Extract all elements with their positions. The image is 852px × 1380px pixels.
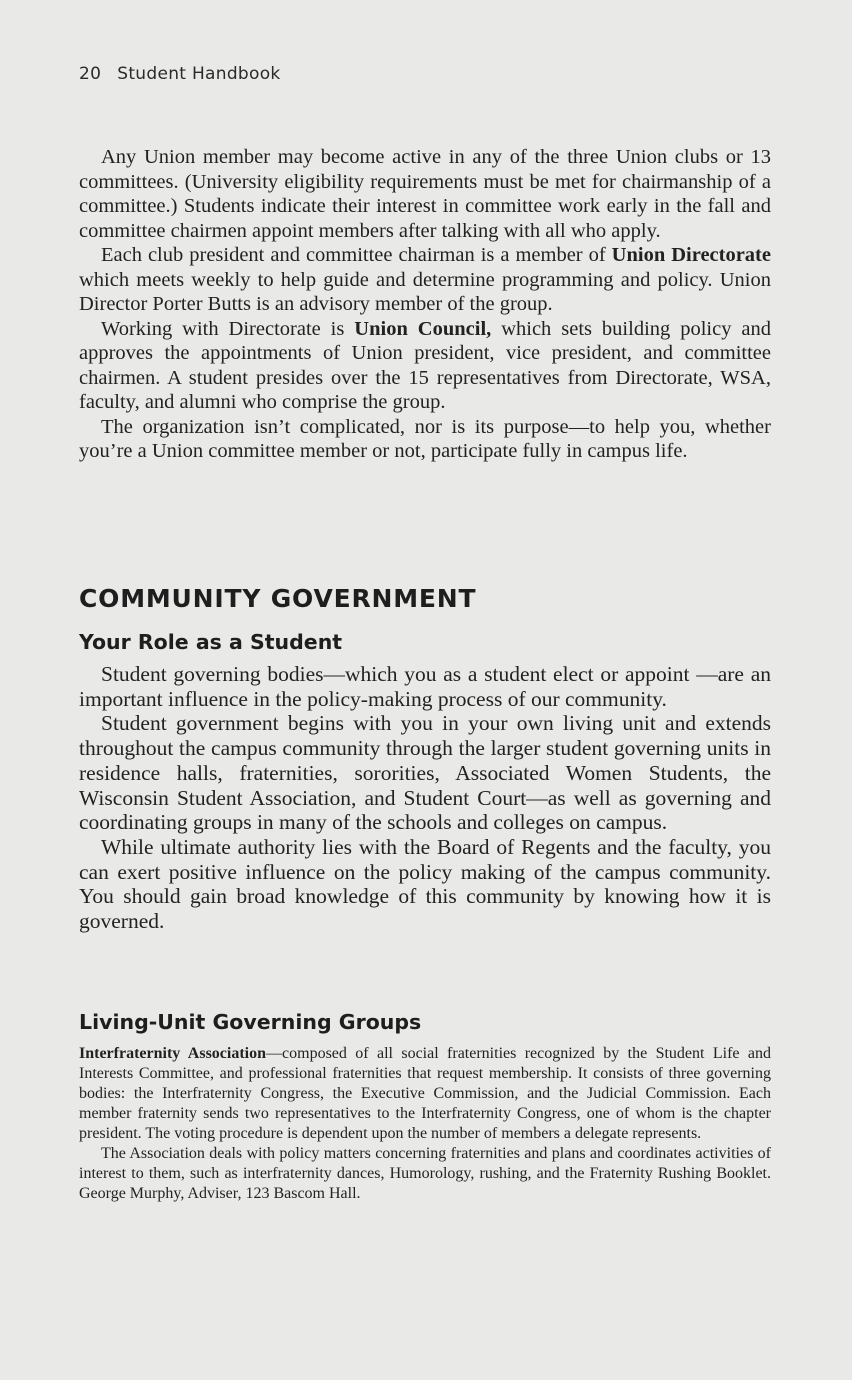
paragraph: The Association deals with policy matters concerning fraternities and plans and coordinates activities of interest to them, such as interfraternity dances, Humorology, rushing, and the Fraternity Rushing Booklet. George Murphy, Adviser, 123 Bascom Hall.	[79, 1145, 771, 1202]
section-title: COMMUNITY GOVERNMENT	[79, 584, 477, 613]
bold-term: Interfraternity Association	[79, 1045, 267, 1062]
subsection-heading: Your Role as a Student	[79, 630, 343, 654]
paragraph	[79, 243, 771, 317]
paragraph	[79, 1044, 771, 1144]
text-run: Working with Directorate is	[101, 317, 355, 340]
paragraph: Any Union member may become active in any of the three Union clubs or 13 committees. (University eligibility requirements must be met for chairmanship of a committee.) Students indicate their interest in committee work early in the fall and committee chairmen appoint members after talking with all who apply.	[79, 146, 771, 242]
role-section-text	[79, 662, 771, 934]
running-title: Student Handbook	[117, 64, 281, 84]
union-section-text	[79, 145, 771, 464]
paragraph: While ultimate authority lies with the Board of Regents and the faculty, you can exert positive influence on the policy making of the campus community. You should gain broad knowledge of this community by knowing how it is governed.	[79, 834, 771, 934]
running-head	[79, 64, 281, 84]
text-run: which meets weekly to help guide and determine programming and policy. Union Director Porter Butts is an advisory member of the group.	[79, 268, 771, 315]
subsection-heading: Living-Unit Governing Groups	[79, 1010, 422, 1034]
living-unit-section-text	[79, 1044, 771, 1204]
paragraph: Student government begins with you in your own living unit and extends throughout the campus community through the larger student governing units in residence halls, fraternities, sororities, Associated Women Students, the Wisconsin Student Association, and Student Court—as well as governing and coordinating groups in many of the schools and colleges on campus.	[79, 711, 771, 835]
paragraph	[79, 317, 771, 415]
text-run: —composed of all social fraternities recognized by the Student Life and Interests Committee, and professional fraternities that request membership. It consists of three governing bodies: the Interfraternity Congress, the Executive Commission, and the Judicial Commission. Each member fraternity sends two representatives to the Interfraternity Congress, one of whom is the chapter president. The voting procedure is dependent upon the number of members a delegate represents.	[79, 1045, 771, 1142]
page-number: 20	[79, 64, 102, 84]
paragraph: Student governing bodies—which you as a student elect or appoint —are an important influence in the policy-making process of our community.	[79, 662, 771, 711]
paragraph: The organization isn’t complicated, nor is its purpose—to help you, whether you’re a Union committee member or not, participate fully in campus life.	[79, 415, 771, 462]
text-run: which sets building policy and approves the appointments of Union president, vice president, and committee chairmen. A student presides over the 15 representatives from Directorate, WSA, faculty, and alumni who comprise the group.	[79, 317, 771, 413]
bold-term: Union Directorate	[611, 244, 771, 266]
text-run: Each club president and committee chairman is a member of	[101, 244, 612, 266]
bold-term: Union Council,	[354, 317, 492, 340]
